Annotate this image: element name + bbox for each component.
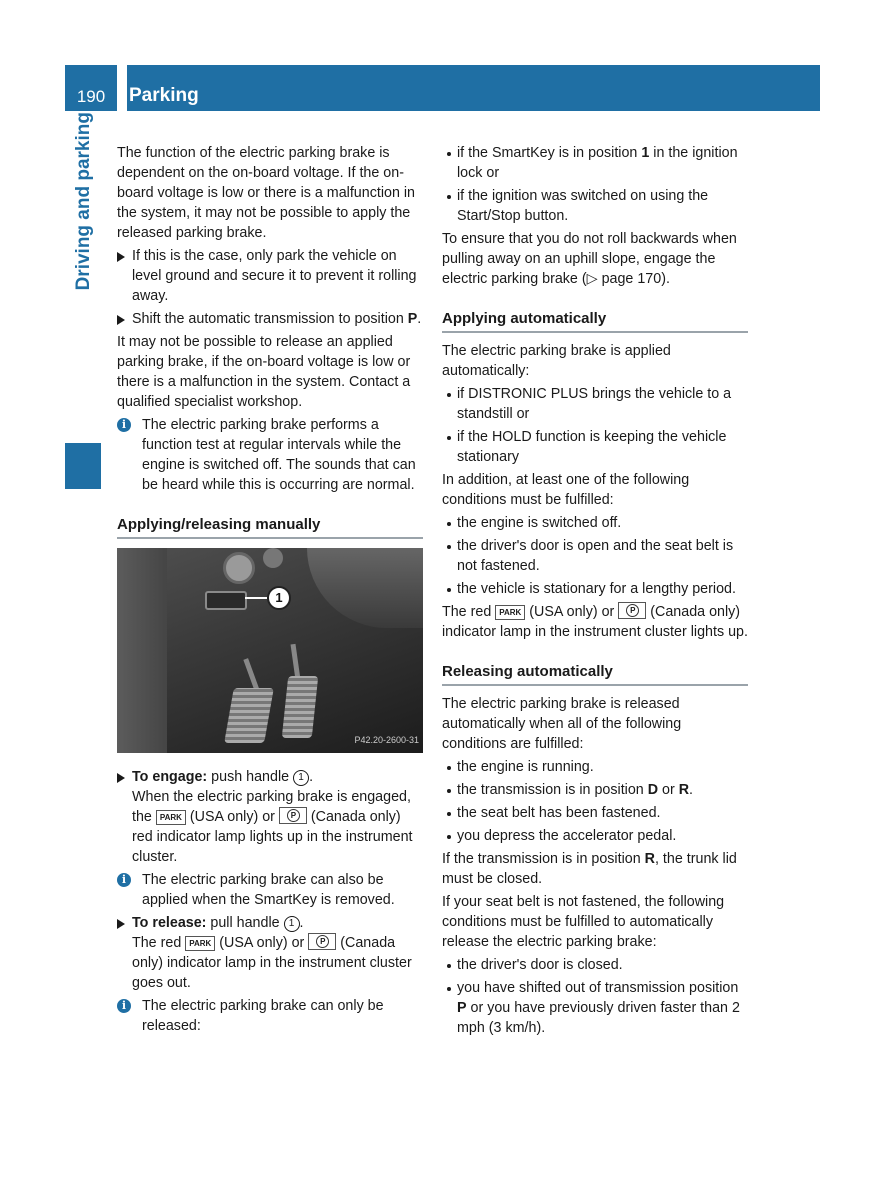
info-note: i The electric parking brake can also be applied when the SmartKey is removed.: [117, 870, 423, 910]
instruction-step: To release: pull handle 1 . The red PARK (USA only) or P (Canada only) indicator lamp in the instrument cluster goes out.: [117, 913, 423, 993]
section-heading: Applying automatically: [442, 309, 748, 333]
callout-ref: 1: [284, 916, 300, 932]
instruction-step: If this is the case, only park the vehicle on level ground and secure it to prevent it rolling away.: [117, 246, 423, 306]
left-column: [117, 143, 423, 1039]
paragraph: The red PARK (USA only) or P (Canada only) indicator lamp in the instrument cluster lights up.: [442, 604, 748, 640]
paragraph: The electric parking brake is applied automatically:: [442, 343, 671, 379]
paragraph: If your seat belt is not fastened, the following conditions must be fulfilled to automatically release the electric parking brake:: [442, 894, 725, 950]
list-item: if the ignition was switched on using the Start/Stop button.: [442, 186, 748, 226]
info-icon: i: [117, 873, 131, 887]
section-heading: Releasing automatically: [442, 662, 748, 686]
paragraph: If the transmission is in position R, the trunk lid must be closed.: [442, 851, 737, 887]
page-title: Parking: [129, 85, 199, 106]
arrow-icon: [117, 919, 125, 929]
list-item: you depress the accelerator pedal.: [442, 826, 748, 846]
paragraph: It may not be possible to release an applied parking brake, if the on-board voltage is low or there is a malfunction in the system. Contact a qualified specialist workshop.: [117, 334, 411, 410]
arrow-icon: [117, 252, 125, 262]
info-note: i The electric parking brake can only be released:: [117, 996, 423, 1036]
parking-lamp-icon: P: [618, 602, 646, 619]
info-note: i The electric parking brake performs a function test at regular intervals while the engine is switched off. The sounds that can be heard while this is occurring are normal.: [117, 415, 423, 495]
callout-ref: 1: [293, 770, 309, 786]
paragraph: The function of the electric parking brake is dependent on the on-board voltage. If the on-board voltage is low or there is a malfunction in the system, it may not be possible to apply the released parking brake.: [117, 145, 416, 241]
arrow-icon: [117, 773, 125, 783]
chapter-tab-marker: [65, 443, 101, 489]
instruction-step: To engage: push handle 1 . When the electric parking brake is engaged, the PARK (USA only) or P (Canada only) red indicator lamp lights up in the instrument cluster.: [117, 767, 423, 867]
chapter-side-tab: [65, 111, 101, 489]
info-icon: i: [117, 418, 131, 432]
list-item: the transmission is in position D or R.: [442, 780, 748, 800]
page-number: 190: [76, 87, 106, 106]
parking-lamp-icon: P: [279, 807, 307, 824]
list-item: the driver's door is closed.: [442, 955, 748, 975]
parking-brake-photo: [117, 548, 423, 753]
page-header: [65, 65, 820, 111]
list-item: the seat belt has been fastened.: [442, 803, 748, 823]
chapter-label: Driving and parking: [73, 112, 94, 291]
brake-pedal: [224, 688, 274, 743]
arrow-icon: [117, 315, 125, 325]
list-item: the driver's door is open and the seat belt is not fastened.: [442, 536, 748, 576]
park-indicator-icon: PARK: [495, 605, 525, 620]
info-icon: i: [117, 999, 131, 1013]
parking-brake-handle: [205, 591, 247, 610]
list-item: the engine is switched off.: [442, 513, 748, 533]
right-column: [442, 143, 748, 1041]
list-item: the engine is running.: [442, 757, 748, 777]
list-item: you have shifted out of transmission position P or you have previously driven faster than 2 mph (3 km/h).: [442, 978, 748, 1038]
park-indicator-icon: PARK: [185, 936, 215, 951]
list-item: if the SmartKey is in position 1 in the ignition lock or: [442, 143, 748, 183]
paragraph: To ensure that you do not roll backwards when pulling away on an uphill slope, engage the electric parking brake (▷ page 170).: [442, 231, 737, 287]
callout-number: 1: [267, 586, 291, 610]
parking-lamp-icon: P: [308, 933, 336, 950]
list-item: if DISTRONIC PLUS brings the vehicle to a standstill or: [442, 384, 748, 424]
list-item: if the HOLD function is keeping the vehicle stationary: [442, 427, 748, 467]
list-item: the vehicle is stationary for a lengthy period.: [442, 579, 748, 599]
accelerator-pedal: [282, 676, 319, 738]
paragraph: In addition, at least one of the following conditions must be fulfilled:: [442, 472, 690, 508]
paragraph: The electric parking brake is released automatically when all of the following conditions are fulfilled:: [442, 696, 682, 752]
park-indicator-icon: PARK: [156, 810, 186, 825]
instruction-step: Shift the automatic transmission to position P.: [117, 309, 423, 329]
figure-code: P42.20-2600-31: [354, 735, 419, 745]
section-heading: Applying/releasing manually: [117, 515, 423, 539]
header-separator: [117, 65, 127, 111]
